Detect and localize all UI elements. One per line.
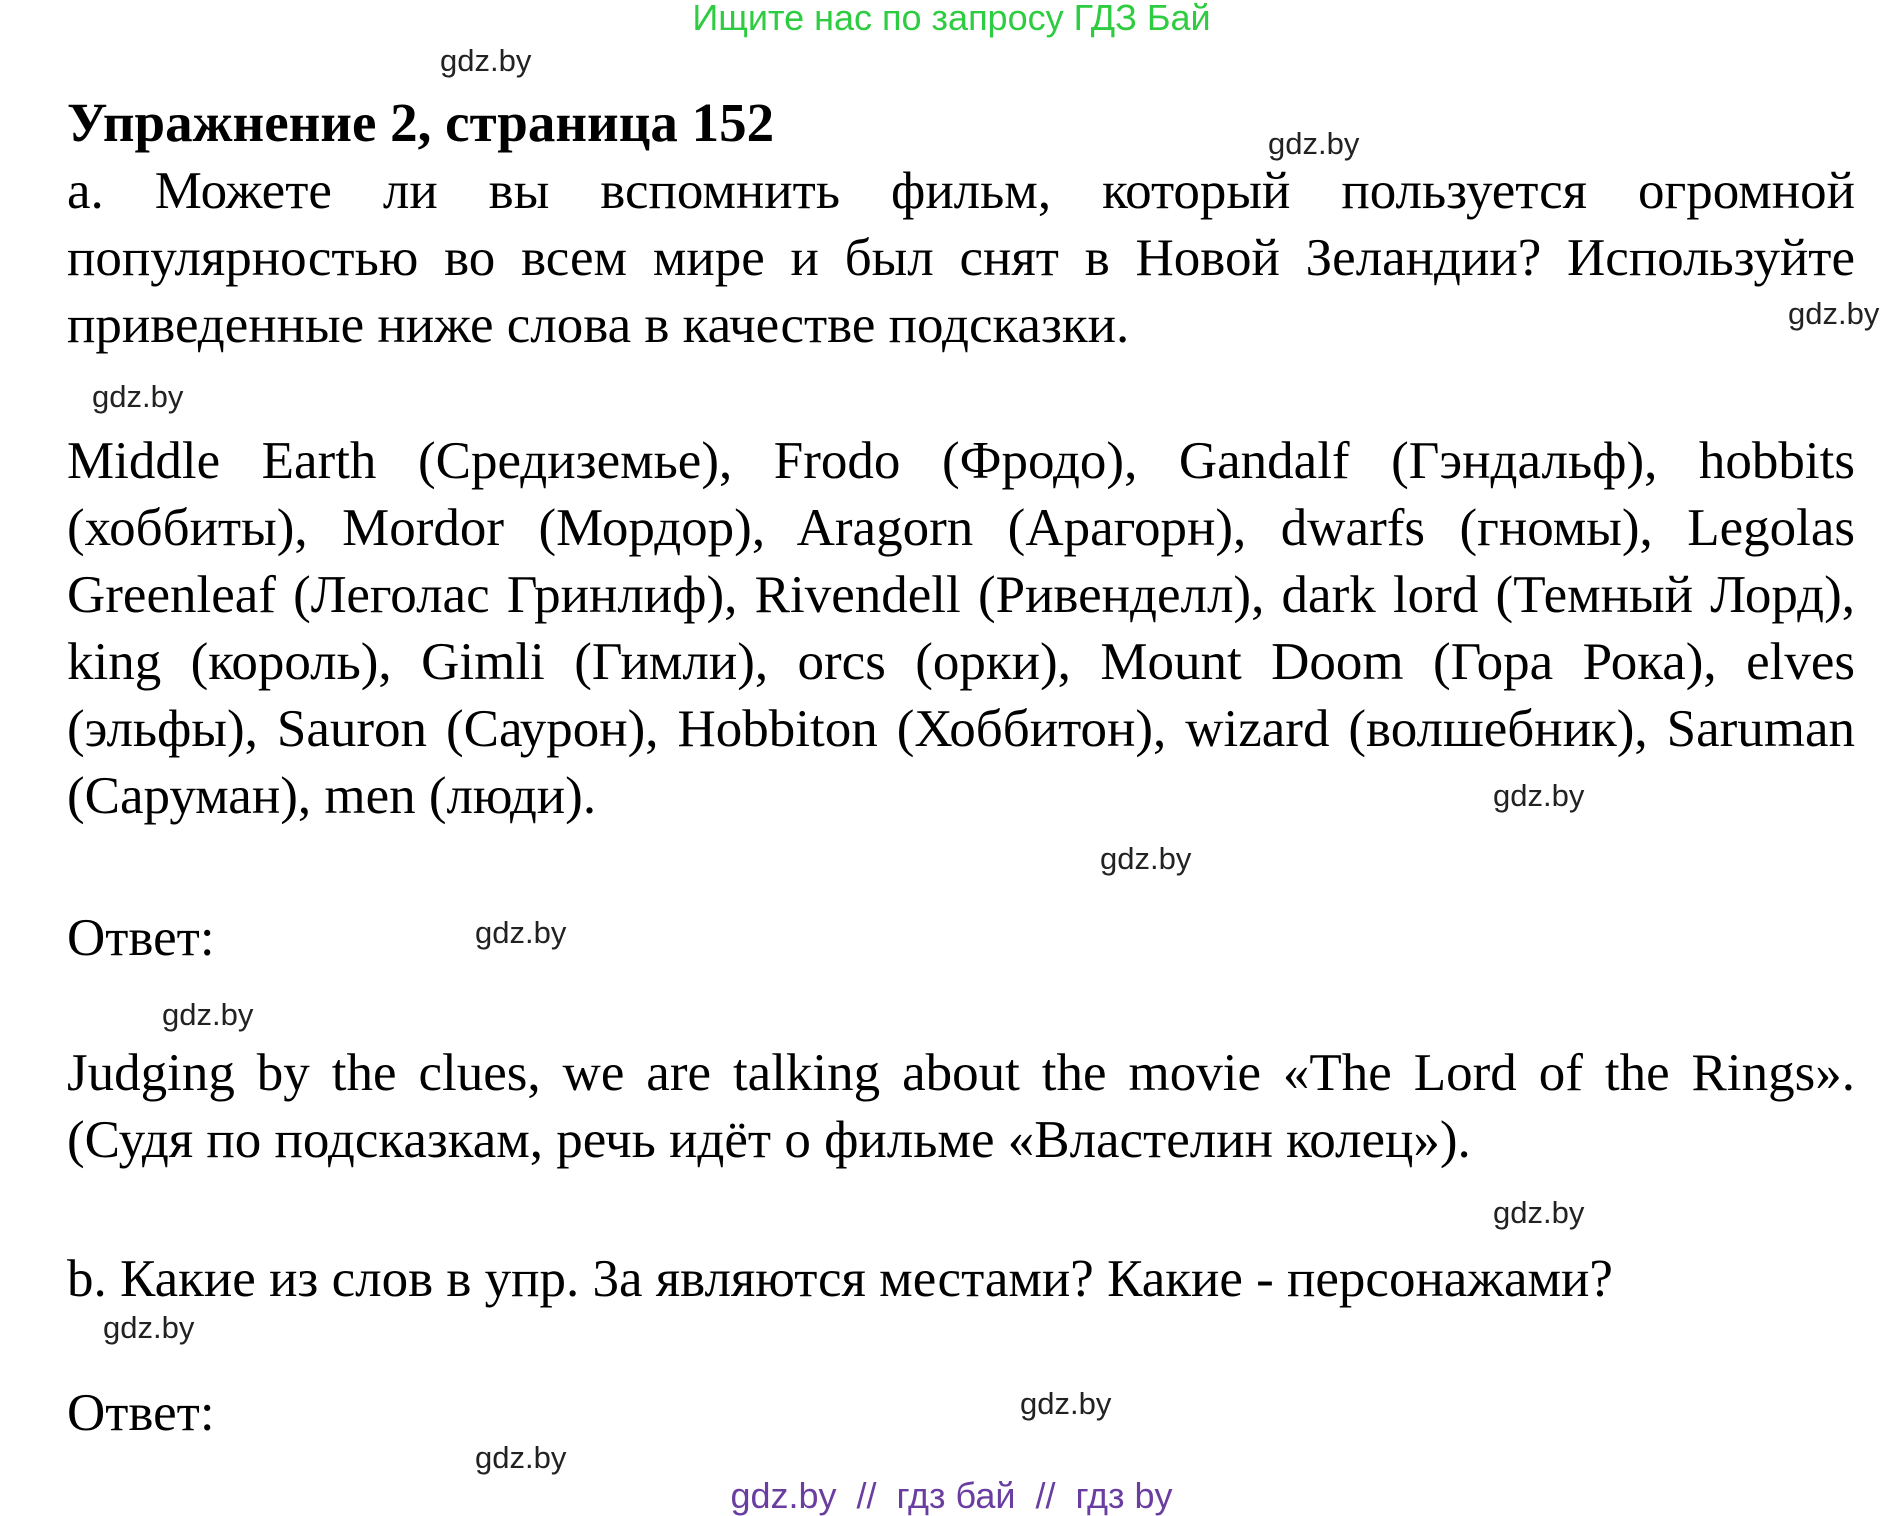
- watermark: gdz.by: [1020, 1386, 1112, 1421]
- watermark: gdz.by: [1493, 1195, 1585, 1230]
- exercise-title: Упражнение 2, страница 152: [67, 92, 775, 153]
- watermark: gdz.by: [475, 915, 567, 950]
- watermark: gdz.by: [1493, 778, 1585, 813]
- answer-a-label: Ответ:: [67, 909, 215, 967]
- watermark: gdz.by: [1268, 126, 1360, 161]
- watermark: gdz.by: [1100, 841, 1192, 876]
- top-banner[interactable]: Ищите нас по запросу ГДЗ Бай: [692, 0, 1211, 38]
- watermark: gdz.by: [92, 379, 184, 414]
- watermark: gdz.by: [1788, 296, 1880, 331]
- watermark: gdz.by: [440, 43, 532, 78]
- clue-words-text: Middle Earth (Средиземье), Frodo (Фродо), Gandalf (Гэндальф), hobbits (хоббиты), Mordor (Мордор), Aragorn (Арагорн), dwarfs (гномы), Legolas Greenleaf (Леголас Гринлиф), Rivendell (Ривенделл), dark lord (Темный Лорд), king (король), Gimli (Гимли), orcs (орки), Mount Doom (Гора Рока), elves (эльфы), Sauron (Саурон), Hobbiton (Хоббитон), wizard (волшебник), Saruman (Саруман), men (люди).: [67, 432, 1855, 825]
- watermark: gdz.by: [103, 1310, 195, 1345]
- task-a-text: a. Можете ли вы вспомнить фильм, который пользуется огромной популярностью во всем мире и был снят в Новой Зеландии? Используйте приведенные ниже слова в качестве подсказки.: [67, 162, 1855, 354]
- watermark: gdz.by: [162, 997, 254, 1032]
- answer-b-label: Ответ:: [67, 1384, 215, 1442]
- task-b-text: b. Какие из слов в упр. 3а являются местами? Какие - персонажами?: [67, 1250, 1613, 1308]
- footer-links[interactable]: gdz.by // гдз бай // гдз by: [730, 1475, 1173, 1516]
- answer-a-text: Judging by the clues, we are talking about the movie «The Lord of the Rings». (Судя по подсказкам, речь идёт о фильме «Властелин колец»).: [67, 1044, 1855, 1169]
- watermark: gdz.by: [475, 1440, 567, 1475]
